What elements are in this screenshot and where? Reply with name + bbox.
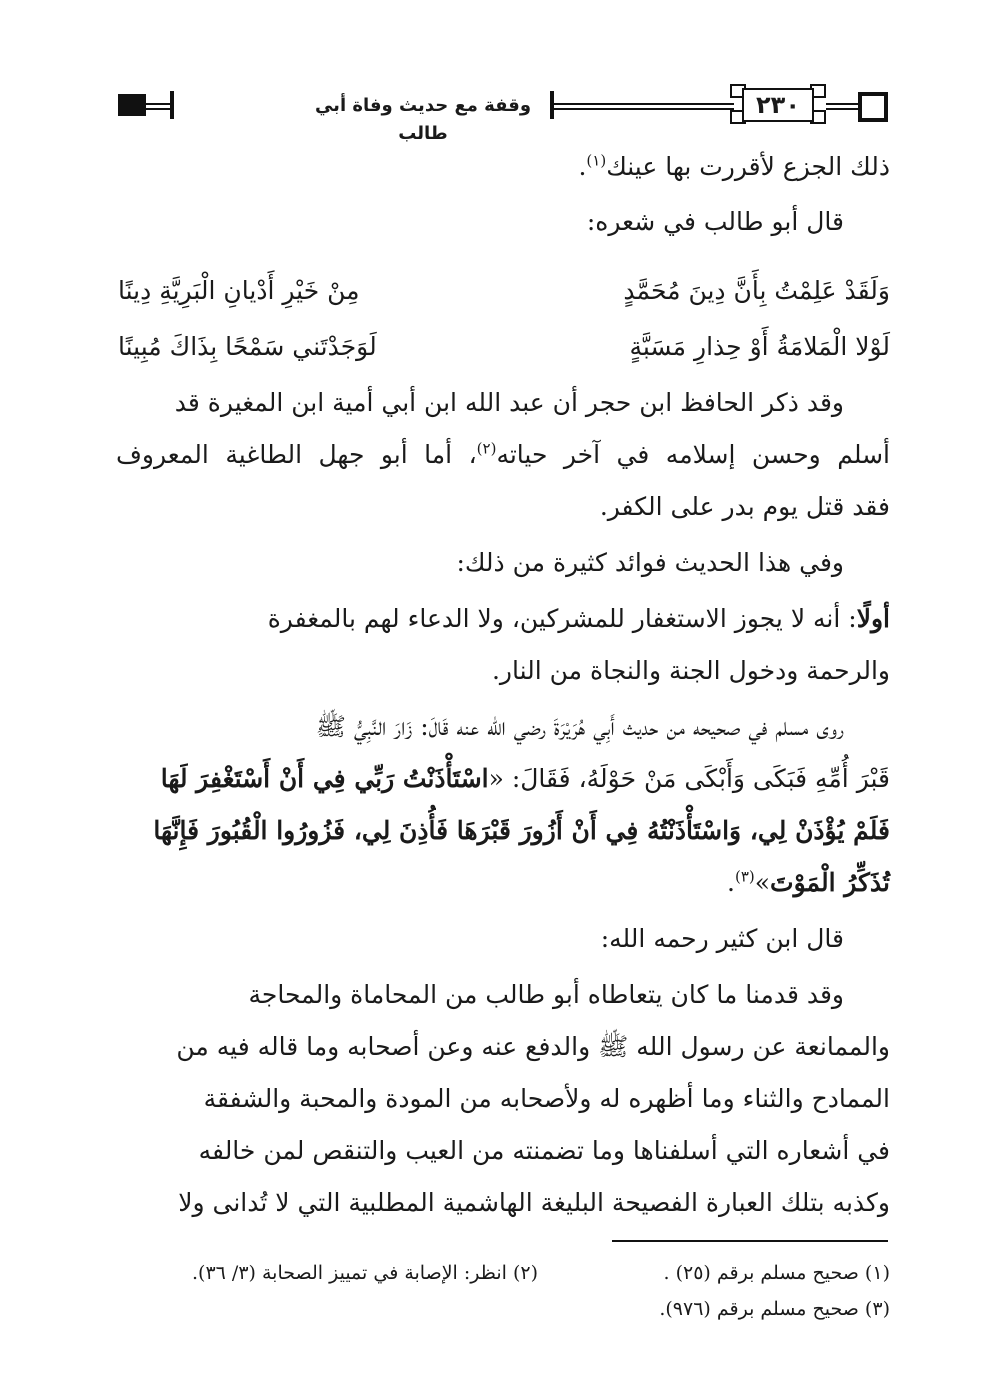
paragraph-3-line-2: والرحمة ودخول الجنة والنجاة من النار. [491, 656, 890, 685]
text-run: : أنه لا يجوز الاستغفار للمشركين، ولا الدعاء لهم بالمغفرة [267, 604, 857, 633]
text-run: ذلك الجزع لأقررت بها عينك [606, 152, 890, 181]
text-run: . [727, 868, 735, 897]
text-line [116, 140, 890, 194]
verse-1-hemistich-2: مِنْ خَيْرِ أَدْيانِ الْبَرِيَّةِ دِينًا [118, 276, 360, 305]
running-header [118, 86, 888, 144]
header-rule [554, 103, 734, 105]
footnote-1: (١) صحيح مسلم برقم (٢٥) . [663, 1262, 890, 1284]
header-bar [550, 91, 554, 119]
paragraph-4-line-1: روى مسلم في صحيحه من حديث أَبِي هُرَيْرَةَ رضي الله عنه قَالَ: زَارَ النَّبِيُّ ﷺ [315, 712, 844, 741]
verse-1-hemistich-1: وَلَقَدْ عَلِمْتُ بِأَنَّ دِينَ مُحَمَّدٍ [623, 276, 890, 305]
footnote-separator [612, 1240, 888, 1242]
text-run: قَبْرَ أُمِّهِ فَبَكَى وَأَبْكَى مَنْ حَوْلَهُ، فَقَالَ: « [488, 764, 890, 793]
bold-heading: أولًا [856, 604, 890, 633]
header-rule [826, 108, 862, 110]
paragraph-6-line-3: الممادح والثناء وما أظهره له ولأصحابه من المودة والمحبة والشفقة [203, 1084, 890, 1113]
paragraph-3-line-1 [116, 592, 890, 646]
header-rule [146, 108, 170, 110]
paragraph-1-line-1: وقد ذكر الحافظ ابن حجر أن عبد الله ابن أبي أمية ابن المغيرة قد [174, 388, 844, 417]
header-rule [146, 103, 170, 105]
header-rule [554, 108, 734, 110]
header-bar [170, 91, 174, 119]
text-run: » [754, 868, 771, 897]
paragraph-5: قال ابن كثير رحمه الله: [600, 924, 844, 953]
footnote-ref: (٣) [734, 867, 755, 886]
paragraph-6-line-2: والممانعة عن رسول الله ﷺ والدفع عنه وعن أصحابه وما قاله فيه من [176, 1032, 890, 1061]
running-title: وقفة مع حديث وفاة أبي طالب [314, 95, 532, 144]
paragraph-4-line-3: فَلَمْ يُؤْذَنْ لِي، وَاسْتَأْذَنْتُهُ فِي أَنْ أَزُورَ قَبْرَهَا فَأُذِنَ لِي، فَزُورُوا الْقُبُورَ فَإِنَّهَا [153, 816, 890, 845]
page-number-frame [730, 86, 826, 122]
hadith-text: تُذَكِّرُ الْمَوْتَ [770, 868, 890, 897]
header-right-square-ornament [858, 92, 888, 122]
footnote-ref: (٢) [476, 439, 497, 458]
page-number: ٢٣٠ [756, 91, 800, 119]
paragraph-1-line-2 [116, 428, 890, 482]
paragraph-2: وفي هذا الحديث فوائد كثيرة من ذلك: [456, 548, 844, 577]
paragraph-1-line-3: فقد قتل يوم بدر على الكفر. [599, 492, 890, 521]
poem-intro: قال أبو طالب في شعره: [586, 207, 844, 236]
text-run: ، أما أبو جهل الطاغية المعروف [116, 440, 477, 469]
text-run: أسلم وحسن إسلامه في آخر حياته [496, 440, 890, 469]
paragraph-6-line-4: في أشعاره التي أسلفناها وما تضمنته من العيب والتنقص لمن خالفه [198, 1136, 890, 1165]
footnote-ref: (١) [586, 151, 607, 170]
header-left-square-ornament [118, 94, 146, 116]
verse-2-hemistich-2: لَوَجَدْتَني سَمْحًا بِذَاكَ مُبِينًا [118, 332, 377, 361]
text-run: . [578, 152, 587, 181]
verse-2-hemistich-1: لَوْلا الْمَلامَةُ أَوْ حِذارِ مَسَبَّةٍ [629, 332, 890, 361]
paragraph-4-line-2 [116, 752, 890, 806]
hadith-text: اسْتَأْذَنْتُ رَبِّي فِي أَنْ أَسْتَغْفِرَ لَهَا [160, 764, 489, 793]
paragraph-4-line-4 [116, 856, 890, 910]
paragraph-6-line-1: وقد قدمنا ما كان يتعاطاه أبو طالب من المحاماة والمحاجة [248, 980, 844, 1009]
footnote-2: (٢) انظر: الإصابة في تمييز الصحابة (٣/ ٣٦). [191, 1262, 538, 1284]
header-rule [826, 103, 862, 105]
paragraph-6-line-5: وكذبه بتلك العبارة الفصيحة البليغة الهاشمية المطلبية التي لا تُدانى ولا [178, 1188, 890, 1217]
footnote-3: (٣) صحيح مسلم برقم (٩٧٦). [659, 1298, 890, 1320]
